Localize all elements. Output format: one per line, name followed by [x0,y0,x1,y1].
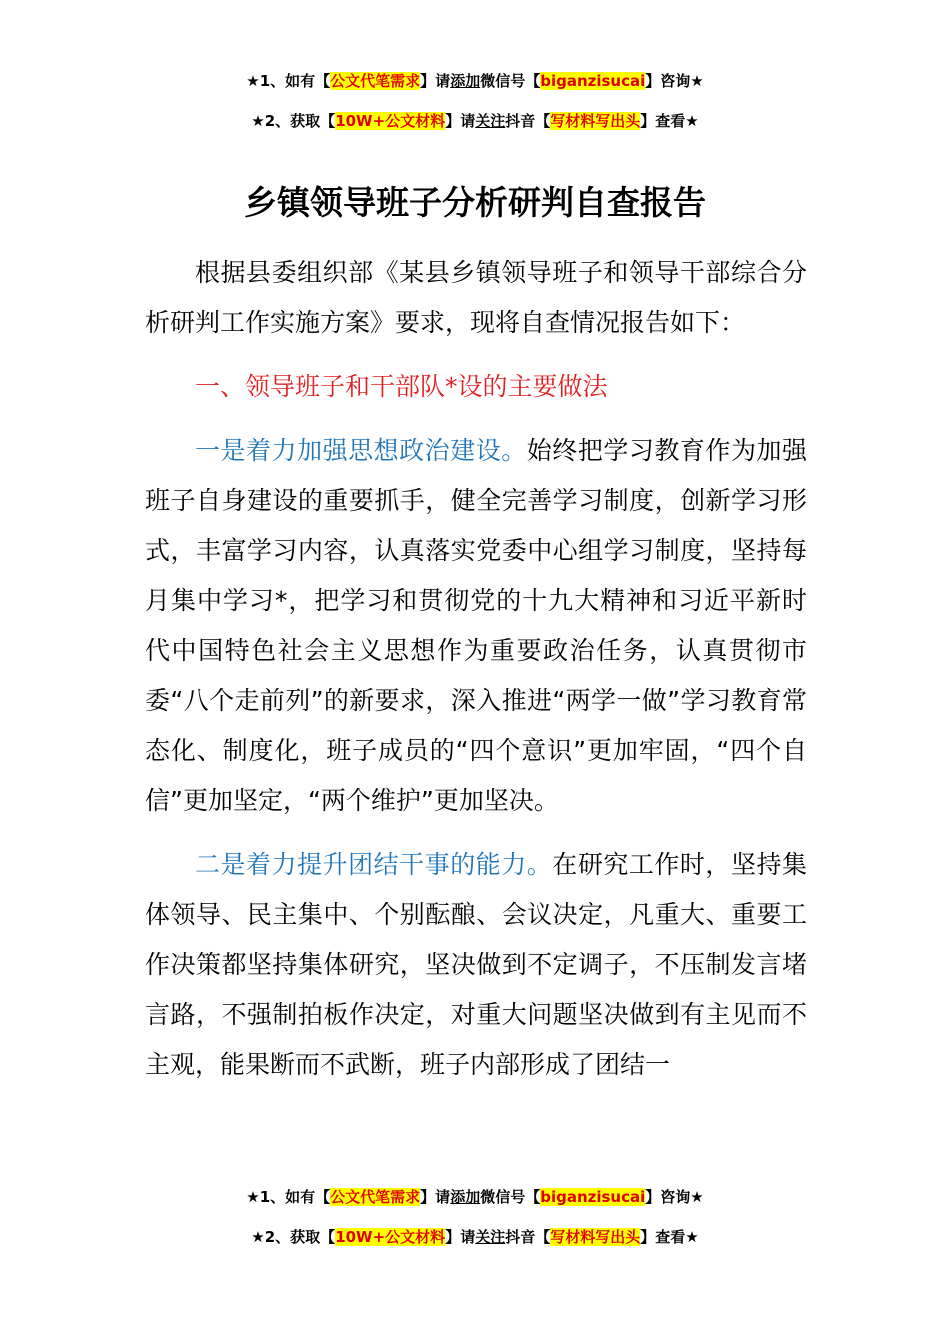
banner-text: 】咨询★ [645,1188,704,1206]
banner-underline: 添加 [450,1188,481,1206]
banner-highlight: 写材料写出头 [550,1228,641,1246]
banner-underline: 关注 [475,1228,506,1246]
banner-text: 微信号【 [480,1188,541,1206]
banner-text: ★2、获取【 [251,112,336,130]
banner-text: 】查看★ [640,112,699,130]
top-banner-line-2 [0,110,950,132]
banner-text: 微信号【 [480,72,541,90]
paragraph-1-body: 始终把学习教育作为加强班子自身建设的重要抓手，健全完善学习制度，创新学习形式，丰富学习内容，认真落实党委中心组学习制度，坚持每月集中学习*，把学习和贯彻党的十九大精神和习近平新时代中国特色社会主义思想作为重要政治任务，认真贯彻市委“八个走前列”的新要求，深入推进“两学一做”学习教育常态化、制度化，班子成员的“四个意识”更加牢固，“四个自信”更加坚定，“两个维护”更加坚决。 [145,436,807,815]
paragraph-2-body: 在研究工作时，坚持集体领导、民主集中、个别酝酿、会议决定，凡重大、重要工作决策都坚持集体研究，坚决做到不定调子，不压制发言堵言路，不强制拍板作决定，对重大问题坚决做到有主见而不主观，能果断而不武断，班子内部形成了团结一 [145,850,807,1079]
banner-highlight: biganzisucai [540,72,646,90]
banner-highlight: 公文代笔需求 [330,72,421,90]
banner-underline: 关注 [475,112,506,130]
banner-text: 抖音【 [505,1228,551,1246]
banner-highlight: 公文代笔需求 [330,1188,421,1206]
banner-text: ★1、如有【 [246,72,331,90]
banner-highlight: 10W+公文材料 [335,1228,446,1246]
banner-text: 】请 [420,72,451,90]
section-heading: 一、领导班子和干部队*设的主要做法 [195,372,608,401]
paragraph-2-lead: 二是着力提升团结干事的能力。 [195,850,553,879]
banner-text: ★2、获取【 [251,1228,336,1246]
paragraph-1 [145,426,807,826]
document-title: 乡镇领导班子分析研判自查报告 [244,183,706,222]
intro-paragraph: 根据县委组织部《某县乡镇领导班子和领导干部综合分析研判工作实施方案》要求，现将自查情况报告如下： [145,258,807,337]
paragraph-1-lead: 一是着力加强思想政治建设。 [195,436,527,465]
banner-text: 抖音【 [505,112,551,130]
banner-text: 】请 [420,1188,451,1206]
banner-text: ★1、如有【 [246,1188,331,1206]
banner-text: 】请 [445,112,476,130]
bottom-banner-line-2 [0,1226,950,1248]
banner-highlight: biganzisucai [540,1188,646,1206]
document-body [145,248,807,1090]
paragraph-2 [145,840,807,1090]
banner-text: 】请 [445,1228,476,1246]
banner-highlight: 写材料写出头 [550,112,641,130]
top-banner-line-1 [0,70,950,92]
banner-text: 】咨询★ [645,72,704,90]
bottom-banner-line-1 [0,1186,950,1208]
banner-highlight: 10W+公文材料 [335,112,446,130]
banner-underline: 添加 [450,72,481,90]
banner-text: 】查看★ [640,1228,699,1246]
